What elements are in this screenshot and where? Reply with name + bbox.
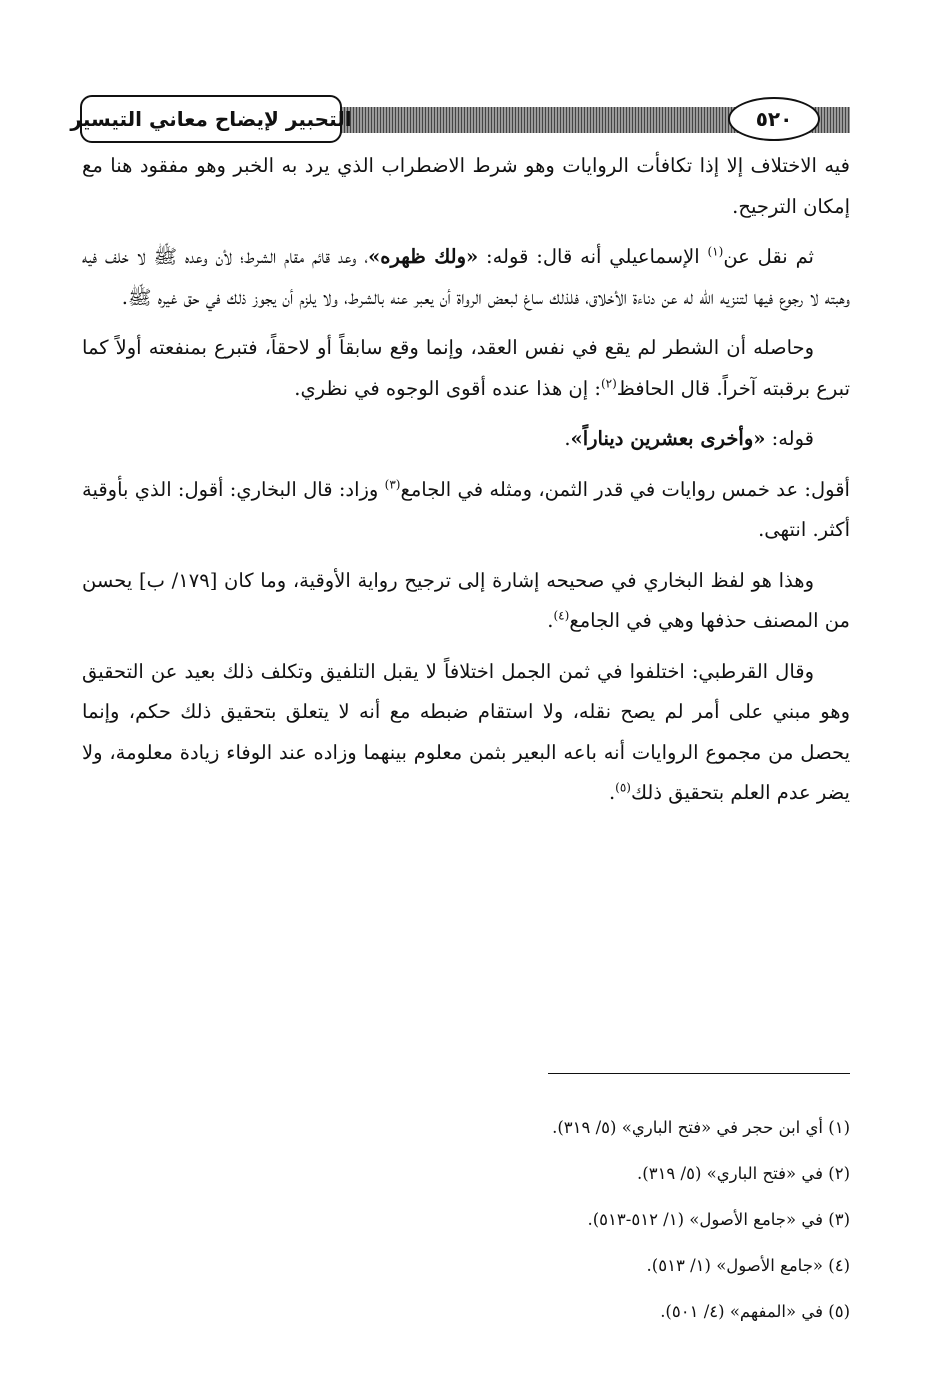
footnote: (٣) في «جامع الأصول» (١/ ٥١٢-٥١٣).	[587, 1210, 850, 1229]
paragraph	[82, 652, 850, 814]
paragraph	[82, 146, 850, 227]
text-run: .	[608, 781, 616, 804]
footnotes	[82, 1105, 850, 1335]
text-run: ، وعد قائم مقام الشرط؛ لأن وعده ﷺ لا خلف فيه وهبته لا رجوع فيها لتنزيه الله له عن دناءة الأخلاق، فلذلك ساغ لبعض الرواة أن يعبر عنه بالشرط، ولا يلزم أن يجوز ذلك في حق غيره ﷺ.	[82, 245, 850, 309]
footnote-marker: (٣)	[384, 477, 401, 491]
footnote-marker: (٥)	[615, 780, 631, 795]
hadith-quote: «وأخرى بعشرين ديناراً»	[570, 427, 766, 450]
page-number-frame	[728, 97, 820, 141]
text-run: وزاد: قال البخاري: أقول: الذي بأوقية أكثر. انتهى.	[82, 477, 850, 541]
page-number: ٥٢٠	[755, 107, 793, 131]
text-run: .	[547, 609, 554, 632]
main-text	[82, 146, 850, 824]
text-run: فيه الاختلاف إلا إذا تكافأت الروايات وهو شرط الاضطراب الذي يرد به الخبر وهو مفقود هنا مع إمكان الترجيح.	[82, 154, 850, 218]
paragraph	[82, 237, 850, 318]
footnote: (٢) في «فتح الباري» (٥/ ٣١٩).	[637, 1164, 850, 1183]
text-run: قوله:	[765, 427, 814, 450]
page-header	[70, 95, 850, 145]
footnote-marker: (٢)	[600, 376, 617, 390]
paragraph	[82, 470, 850, 551]
paragraph	[82, 419, 850, 460]
book-title-frame	[70, 95, 352, 143]
paragraph	[82, 561, 850, 642]
paragraph	[82, 328, 850, 409]
text-run: الإسماعيلي أنه قال: قوله:	[478, 245, 708, 268]
text-run: وحاصله أن الشطر لم يقع في نفس العقد، وإنما وقع سابقاً أو لاحقاً، فتبرع بمنفعته أولاً كما تبرع برقبته آخراً. قال الحافظ	[82, 336, 850, 400]
text-run: .	[564, 427, 571, 450]
text-run: : إن هذا عنده أقوى الوجوه في نظري.	[294, 376, 601, 400]
footnote: (٥) في «المفهم» (٤/ ٥٠١).	[660, 1302, 850, 1321]
footnote: (٤) «جامع الأصول» (١/ ٥١٣).	[646, 1256, 850, 1275]
footnote: (١) أي ابن حجر في «فتح الباري» (٥/ ٣١٩).	[552, 1118, 850, 1137]
footnote-marker: (١)	[707, 244, 724, 259]
text-run: ثم نقل عن	[723, 245, 814, 268]
footnote-separator	[548, 1073, 850, 1074]
footnote-marker: (٤)	[553, 608, 570, 623]
hadith-quote: «ولك ظهره»	[368, 245, 479, 268]
book-title: التحبير لإيضاح معاني التيسير	[70, 107, 352, 131]
text-run: أقول: عد خمس روايات في قدر الثمن، ومثله في الجامع	[400, 477, 850, 501]
text-run: وقال القرطبي: اختلفوا في ثمن الجمل اختلافاً لا يقبل التلفيق وتكلف ذلك بعيد عن التحقيق وهو مبني على أمر لم يصح نقله، ولا استقام ضبطه مع أنه لا يتعلق بتحقيق ذلك حكم، وإنما يحصل من مجموع الروايات أنه باعه البعير بثمن معلوم بينهما وزاده عند الوفاء زيادة معلومة، ولا يضر عدم العلم بتحقيق ذلك	[82, 659, 850, 804]
text-run: وهذا هو لفظ البخاري في صحيحه إشارة إلى ترجيح رواية الأوقية، وما كان [١٧٩/ ب] يحسن من المصنف حذفها وهي في الجامع	[82, 568, 850, 632]
